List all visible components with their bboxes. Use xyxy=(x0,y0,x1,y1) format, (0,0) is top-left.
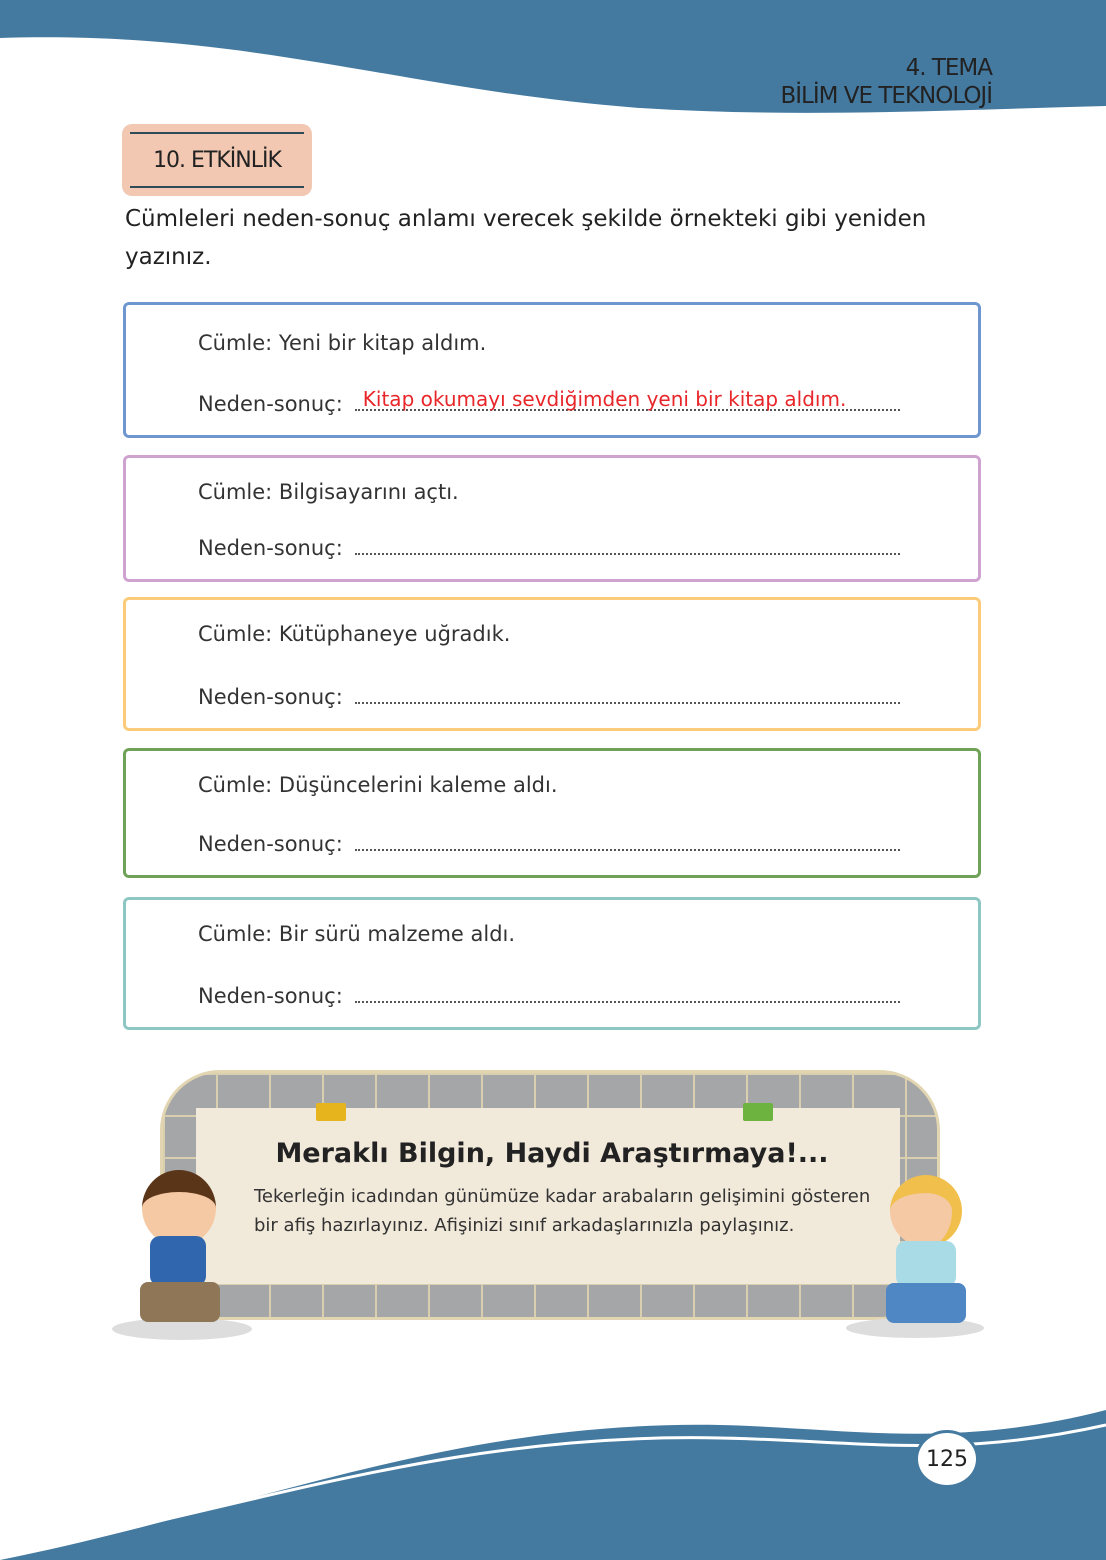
sentence-text: Cümle: Bir sürü malzeme aldı. xyxy=(198,922,516,946)
cause-effect-label: Neden-sonuç: xyxy=(198,536,343,560)
cause-effect-label: Neden-sonuç: xyxy=(198,392,343,416)
answer-field[interactable] xyxy=(355,684,900,704)
answer-field[interactable] xyxy=(355,831,900,851)
cause-effect-row xyxy=(198,387,900,416)
sentence-box xyxy=(123,748,981,878)
sentence-text: Cümle: Kütüphaneye uğradık. xyxy=(198,622,511,646)
answer-field[interactable] xyxy=(355,387,900,411)
cause-effect-row xyxy=(198,831,900,856)
boy-illustration xyxy=(130,1170,230,1330)
research-text: Tekerleğin icadından günümüze kadar arabaların gelişimini gösteren bir afiş hazırlayınız. Afişinizi sınıf arkadaşlarınızla paylaşınız. xyxy=(254,1186,871,1236)
sentence-box xyxy=(123,597,981,731)
theme-heading xyxy=(780,54,992,110)
sentence-text: Cümle: Bilgisayarını açtı. xyxy=(198,480,459,504)
cause-effect-label: Neden-sonuç: xyxy=(198,832,343,856)
theme-number: 4. TEMA xyxy=(905,55,992,81)
page-number: 125 xyxy=(915,1430,979,1488)
cause-effect-label: Neden-sonuç: xyxy=(198,984,343,1008)
cause-effect-row xyxy=(198,983,900,1008)
cause-effect-row xyxy=(198,535,900,560)
cause-effect-label: Neden-sonuç: xyxy=(198,685,343,709)
sentence-text: Cümle: Düşüncelerini kaleme aldı. xyxy=(198,773,558,797)
instruction-text: Cümleleri neden-sonuç anlamı verecek şekilde örnekteki gibi yeniden yazınız. xyxy=(125,206,927,270)
sentence-text: Cümle: Yeni bir kitap aldım. xyxy=(198,331,487,355)
theme-title: BİLİM VE TEKNOLOJİ xyxy=(780,83,992,109)
binder-clip-icon xyxy=(316,1103,346,1121)
sentence-box xyxy=(123,302,981,438)
cause-effect-row xyxy=(198,684,900,709)
research-title: Meraklı Bilgin, Haydi Araştırmaya!... xyxy=(275,1138,829,1169)
binder-clip-icon xyxy=(743,1103,773,1121)
answer-field[interactable] xyxy=(355,983,900,1003)
answer-field[interactable] xyxy=(355,535,900,555)
sentence-box xyxy=(123,897,981,1030)
girl-illustration xyxy=(876,1175,976,1330)
sentence-box xyxy=(123,455,981,582)
answer-text: Kitap okumayı sevdiğimden yeni bir kitap aldım. xyxy=(362,387,847,411)
activity-badge xyxy=(122,124,312,196)
activity-badge-label: 10. ETKİNLİK xyxy=(153,147,281,173)
